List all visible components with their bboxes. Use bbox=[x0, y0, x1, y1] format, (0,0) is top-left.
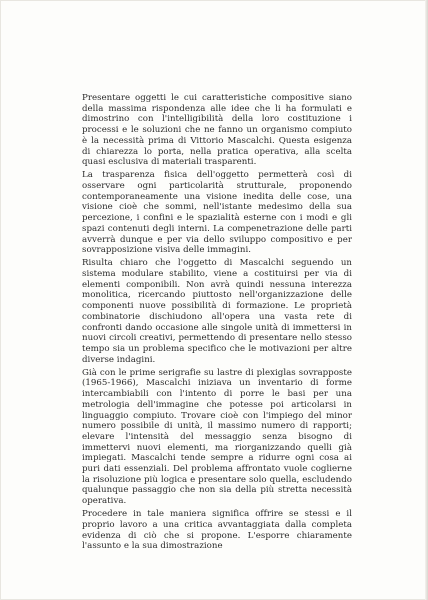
paragraph-trasparenza-fisica: La trasparenza fisica dell'oggetto permetterà così di osservare ogni particolarità strutturale, proponendo contemporaneamente una visione inedita delle cose, una visione cioè che sommi, nell'istante medesimo della sua percezione, i confini e le spazialità esterne con i modi e gli spazi contenuti degli interni. La compenetrazione delle parti avverrà dunque e per via dello sviluppo compositivo e per sovrapposizione visiva delle immagini. bbox=[82, 170, 352, 256]
paragraph-presentare-oggetti: Presentare oggetti le cui caratteristiche compositive siano della massima rispondenza alle idee che li ha formulati e dimostrino con l'intelligibilità della loro costituzione i processi e le soluzioni che ne fanno un organismo compiuto è la necessità prima di Vittorio Mascalchi. Questa esigenza di chiarezza lo porta, nella pratica operativa, alla scelta quasi esclusiva di materiali trasparenti. bbox=[82, 93, 352, 168]
paragraph-procedere: Procedere in tale maniera significa offrire se stessi e il proprio lavoro a una critica avvantaggiata dalla completa evidenza di ciò che si propone. L'esporre chiaramente l'assunto e la sua dimostrazione bbox=[82, 509, 352, 552]
body-text bbox=[82, 93, 352, 552]
paragraph-risulta-chiaro: Risulta chiaro che l'oggetto di Mascalchi seguendo un sistema modulare stabilito, viene a costituirsi per via di elementi componibili. Non avrà quindi nessuna interezza monolitica, ricercando piuttosto nell'organizzazione delle componenti nuove possibilità di formazione. Le proprietà combinatorie dischiudono all'opera una vasta rete di confronti dando occasione alle singole unità di immettersi in nuovi circoli creativi, permettendo di presentare nello stesso tempo sia un problema specifico che le motivazioni per altre diverse indagini. bbox=[82, 258, 352, 365]
paragraph-prime-serigrafie: Già con le prime serigrafie su lastre di plexiglas sovrapposte (1965-1966), Mascalchi iniziava un inventario di forme intercambiabili con l'intento di porre le basi per una metrologia dell'immagine che potesse poi articolarsi in linguaggio compiuto. Trovare cioè con l'impiego del minor numero possibile di unità, il massimo numero di rapporti; elevare l'intensità del messaggio senza bisogno di immettervi nuovi elementi, ma riorganizzando quelli già impiegati. Mascalchi tende sempre a ridurre ogni cosa ai puri dati essenziali. Del problema affrontato vuole coglierne la risoluzione più logica e presentare solo quella, escludendo qualunque passaggio che non sia della più stretta necessità operativa. bbox=[82, 367, 352, 507]
